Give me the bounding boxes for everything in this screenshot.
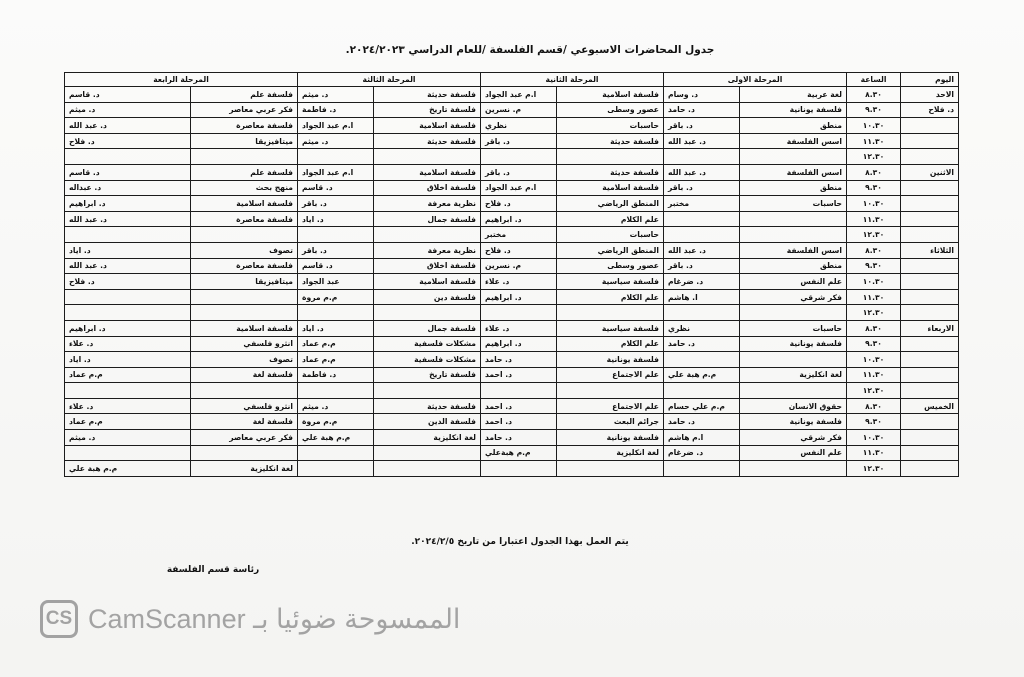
subject-cell: فلسفة حديثة: [557, 133, 664, 149]
teacher-cell: د. ابراهيم: [481, 289, 557, 305]
subject-cell: [374, 305, 481, 321]
subject-cell: [740, 211, 847, 227]
time-cell: ١١.٣٠: [847, 289, 901, 305]
schedule-row: [65, 87, 959, 103]
subject-cell: [740, 227, 847, 243]
subject-cell: فلسفة علم: [191, 164, 298, 180]
teacher-cell: د. اياد: [65, 242, 191, 258]
subject-cell: فلسفة علم: [191, 87, 298, 103]
subject-cell: فلسفة حديثة: [374, 87, 481, 103]
subject-cell: [374, 227, 481, 243]
day-cell: [901, 445, 959, 461]
schedule-row: [65, 320, 959, 336]
subject-cell: عصور وسطى: [557, 102, 664, 118]
camscanner-logo-icon: CS: [40, 600, 78, 638]
department-signature: رئاسة قسم الفلسفة: [166, 565, 260, 575]
subject-cell: [374, 445, 481, 461]
subject-cell: [740, 305, 847, 321]
subject-cell: [191, 149, 298, 165]
subject-cell: انثرو فلسفي: [191, 398, 298, 414]
teacher-cell: د. حامد: [664, 336, 740, 352]
subject-cell: انثرو فلسفي: [191, 336, 298, 352]
day-cell: [901, 227, 959, 243]
teacher-cell: د. ميثم: [65, 430, 191, 446]
time-cell: ٩.٣٠: [847, 336, 901, 352]
day-cell: الاحد: [901, 87, 959, 103]
teacher-cell: [664, 211, 740, 227]
time-cell: ٨.٣٠: [847, 242, 901, 258]
subject-cell: اسس الفلسفة: [740, 242, 847, 258]
teacher-cell: د. فلاح: [481, 242, 557, 258]
scanner-watermark: [40, 596, 460, 642]
header-row: [65, 73, 959, 87]
time-cell: ١٢.٣٠: [847, 461, 901, 477]
teacher-cell: [481, 461, 557, 477]
subject-cell: [191, 227, 298, 243]
teacher-cell: م.م مروة: [298, 414, 374, 430]
schedule-row: [65, 196, 959, 212]
teacher-cell: د. ابراهيم: [481, 336, 557, 352]
time-cell: ١١.٣٠: [847, 211, 901, 227]
subject-cell: [557, 461, 664, 477]
teacher-cell: د. عبداله: [65, 180, 191, 196]
schedule-row: [65, 133, 959, 149]
watermark-text: CamScanner الممسوحة ضوئيا بـ: [88, 603, 461, 634]
day-cell: [901, 461, 959, 477]
subject-cell: [191, 289, 298, 305]
subject-cell: لغة انكليزية: [191, 461, 298, 477]
subject-cell: فلسفة اسلامية: [374, 164, 481, 180]
teacher-cell: عبد الجواد: [298, 274, 374, 290]
subject-cell: [557, 149, 664, 165]
schedule-row: [65, 164, 959, 180]
time-cell: ٩.٣٠: [847, 102, 901, 118]
subject-cell: فلسفة اخلاق: [374, 180, 481, 196]
teacher-cell: د. حامد: [481, 430, 557, 446]
subject-cell: فلسفة اسلامية: [557, 87, 664, 103]
schedule-row: [65, 398, 959, 414]
teacher-cell: د. فاطمة: [298, 367, 374, 383]
schedule-row: [65, 430, 959, 446]
teacher-cell: [65, 289, 191, 305]
subject-cell: علم الاجتماع: [557, 367, 664, 383]
teacher-cell: ا.م عبد الجواد: [481, 87, 557, 103]
teacher-cell: د. فلاح: [481, 196, 557, 212]
day-cell: د. فلاح: [901, 102, 959, 118]
teacher-cell: [65, 305, 191, 321]
teacher-cell: د. ميثم: [298, 133, 374, 149]
time-cell: ١٠.٣٠: [847, 118, 901, 134]
document-title: جدول المحاضرات الاسبوعي /قسم الفلسفة /للعام الدراسي ٢٠٢٤/٢٠٢٣.: [345, 44, 715, 56]
day-cell: [901, 133, 959, 149]
subject-cell: فلسفة لغة: [191, 367, 298, 383]
subject-cell: [374, 461, 481, 477]
subject-cell: فلسفة اخلاق: [374, 258, 481, 274]
day-cell: [901, 289, 959, 305]
teacher-cell: م.م مروة: [298, 289, 374, 305]
teacher-cell: [298, 227, 374, 243]
time-cell: ١١.٣٠: [847, 133, 901, 149]
schedule-row: [65, 367, 959, 383]
teacher-cell: د. فلاح: [65, 133, 191, 149]
teacher-cell: م.م عماد: [298, 352, 374, 368]
subject-cell: منهج بحث: [191, 180, 298, 196]
teacher-cell: د. باقر: [664, 118, 740, 134]
teacher-cell: د. ميثم: [298, 87, 374, 103]
subject-cell: حاسبات: [557, 227, 664, 243]
teacher-cell: مختبر: [481, 227, 557, 243]
teacher-cell: د. ابراهيم: [481, 211, 557, 227]
schedule-row: [65, 352, 959, 368]
teacher-cell: د. علاء: [481, 274, 557, 290]
teacher-cell: د. عبد الله: [65, 258, 191, 274]
day-cell: الثلاثاء: [901, 242, 959, 258]
subject-cell: فلسفة لغة: [191, 414, 298, 430]
teacher-cell: م.م هبة علي: [298, 430, 374, 446]
subject-cell: ميتافيزيقا: [191, 133, 298, 149]
teacher-cell: د. باقر: [481, 164, 557, 180]
teacher-cell: [65, 149, 191, 165]
subject-cell: فلسفة معاصرة: [191, 118, 298, 134]
subject-cell: فكر عربي معاصر: [191, 430, 298, 446]
header-time: الساعة: [847, 73, 901, 87]
subject-cell: منطق: [740, 258, 847, 274]
schedule-row: [65, 445, 959, 461]
subject-cell: فكر شرقي: [740, 430, 847, 446]
teacher-cell: د. باقر: [481, 133, 557, 149]
subject-cell: فلسفة تاريخ: [374, 367, 481, 383]
subject-cell: فلسفة حديثة: [557, 164, 664, 180]
subject-cell: [191, 383, 298, 399]
teacher-cell: [65, 227, 191, 243]
subject-cell: [191, 305, 298, 321]
teacher-cell: [481, 149, 557, 165]
teacher-cell: د. علاء: [481, 320, 557, 336]
time-cell: ٨.٣٠: [847, 164, 901, 180]
subject-cell: [740, 383, 847, 399]
time-cell: ٨.٣٠: [847, 320, 901, 336]
time-cell: ١٠.٣٠: [847, 430, 901, 446]
day-cell: الاربعاء: [901, 320, 959, 336]
day-cell: [901, 414, 959, 430]
schedule-row: [65, 414, 959, 430]
subject-cell: فلسفة يونانية: [557, 430, 664, 446]
teacher-cell: ا. هاشم: [664, 289, 740, 305]
time-cell: ١٠.٣٠: [847, 274, 901, 290]
teacher-cell: م.م عماد: [298, 336, 374, 352]
subject-cell: فلسفة يونانية: [557, 352, 664, 368]
subject-cell: فلسفة جمال: [374, 320, 481, 336]
subject-cell: عصور وسطى: [557, 258, 664, 274]
teacher-cell: د. قاسم: [65, 164, 191, 180]
subject-cell: فلسفة اسلامية: [191, 196, 298, 212]
subject-cell: حقوق الانسان: [740, 398, 847, 414]
subject-cell: [374, 149, 481, 165]
subject-cell: علم الكلام: [557, 336, 664, 352]
teacher-cell: نظري: [664, 320, 740, 336]
subject-cell: منطق: [740, 180, 847, 196]
teacher-cell: [65, 445, 191, 461]
day-cell: الخميس: [901, 398, 959, 414]
time-cell: ١٠.٣٠: [847, 352, 901, 368]
subject-cell: اسس الفلسفة: [740, 164, 847, 180]
teacher-cell: د. ضرغام: [664, 445, 740, 461]
day-cell: [901, 196, 959, 212]
subject-cell: [740, 352, 847, 368]
subject-cell: مشكلات فلسفية: [374, 336, 481, 352]
subject-cell: لغة انكليزية: [557, 445, 664, 461]
day-cell: [901, 383, 959, 399]
teacher-cell: د. باقر: [664, 258, 740, 274]
subject-cell: فلسفة جمال: [374, 211, 481, 227]
header-stage-3: المرحلة الثالثة: [298, 73, 481, 87]
time-cell: ١٢.٣٠: [847, 227, 901, 243]
teacher-cell: د. ابراهيم: [65, 320, 191, 336]
teacher-cell: د. عبد الله: [65, 211, 191, 227]
schedule-row: [65, 180, 959, 196]
teacher-cell: د. فاطمة: [298, 102, 374, 118]
subject-cell: نظرية معرفة: [374, 242, 481, 258]
subject-cell: علم الكلام: [557, 211, 664, 227]
time-cell: ١١.٣٠: [847, 367, 901, 383]
subject-cell: فلسفة الدين: [374, 414, 481, 430]
teacher-cell: ا.م عبد الجواد: [298, 118, 374, 134]
subject-cell: فكر شرقي: [740, 289, 847, 305]
teacher-cell: [298, 383, 374, 399]
time-cell: ١٢.٣٠: [847, 383, 901, 399]
effective-date-note: يتم العمل بهذا الجدول اعتبارا من تاريخ ٢٠٢٤/٢/٥.: [411, 537, 629, 547]
subject-cell: فلسفة يونانية: [740, 336, 847, 352]
subject-cell: جرائم البعث: [557, 414, 664, 430]
teacher-cell: د. وسام: [664, 87, 740, 103]
day-cell: [901, 149, 959, 165]
teacher-cell: د. اياد: [298, 211, 374, 227]
teacher-cell: د. احمد: [481, 367, 557, 383]
teacher-cell: [664, 149, 740, 165]
teacher-cell: [298, 461, 374, 477]
teacher-cell: [298, 445, 374, 461]
teacher-cell: [664, 352, 740, 368]
day-cell: [901, 367, 959, 383]
day-cell: [901, 274, 959, 290]
subject-cell: [740, 149, 847, 165]
subject-cell: فلسفة اسلامية: [557, 180, 664, 196]
schedule-row: [65, 383, 959, 399]
subject-cell: حاسبات: [740, 196, 847, 212]
schedule-row: [65, 227, 959, 243]
teacher-cell: ا.م هاشم: [664, 430, 740, 446]
teacher-cell: م.م عماد: [65, 414, 191, 430]
subject-cell: فلسفة تاريخ: [374, 102, 481, 118]
teacher-cell: [664, 227, 740, 243]
time-cell: ١٠.٣٠: [847, 196, 901, 212]
subject-cell: فلسفة اسلامية: [191, 320, 298, 336]
schedule-row: [65, 305, 959, 321]
teacher-cell: [664, 461, 740, 477]
teacher-cell: د. علاء: [65, 398, 191, 414]
teacher-cell: د. قاسم: [298, 258, 374, 274]
time-cell: ٨.٣٠: [847, 87, 901, 103]
day-cell: [901, 118, 959, 134]
teacher-cell: م.م هبة علي: [664, 367, 740, 383]
schedule-row: [65, 461, 959, 477]
teacher-cell: د. احمد: [481, 414, 557, 430]
time-cell: ٩.٣٠: [847, 414, 901, 430]
day-cell: [901, 305, 959, 321]
header-stage-1: المرحلة الاولى: [664, 73, 847, 87]
teacher-cell: نظري: [481, 118, 557, 134]
teacher-cell: د. احمد: [481, 398, 557, 414]
subject-cell: [374, 383, 481, 399]
subject-cell: فلسفة سياسية: [557, 320, 664, 336]
teacher-cell: د. قاسم: [298, 180, 374, 196]
subject-cell: نظرية معرفة: [374, 196, 481, 212]
teacher-cell: [298, 149, 374, 165]
teacher-cell: ا.م عبد الجواد: [481, 180, 557, 196]
teacher-cell: د. ابراهيم: [65, 196, 191, 212]
schedule-row: [65, 211, 959, 227]
day-cell: [901, 352, 959, 368]
teacher-cell: م.م هبة علي: [65, 461, 191, 477]
subject-cell: فلسفة حديثة: [374, 133, 481, 149]
time-cell: ٩.٣٠: [847, 180, 901, 196]
subject-cell: منطق: [740, 118, 847, 134]
time-cell: ١٢.٣٠: [847, 149, 901, 165]
teacher-cell: د. عبد الله: [65, 118, 191, 134]
teacher-cell: د. عبد الله: [664, 164, 740, 180]
schedule-row: [65, 102, 959, 118]
subject-cell: مشكلات فلسفية: [374, 352, 481, 368]
teacher-cell: م.م هبةعلي: [481, 445, 557, 461]
time-cell: ١١.٣٠: [847, 445, 901, 461]
subject-cell: ميتافيزيقا: [191, 274, 298, 290]
teacher-cell: د. باقر: [298, 242, 374, 258]
subject-cell: فلسفة حديثة: [374, 398, 481, 414]
teacher-cell: [481, 383, 557, 399]
subject-cell: فلسفة دين: [374, 289, 481, 305]
time-cell: ١٢.٣٠: [847, 305, 901, 321]
teacher-cell: د. حامد: [664, 102, 740, 118]
teacher-cell: [664, 305, 740, 321]
header-stage-4: المرحلة الرابعة: [65, 73, 298, 87]
teacher-cell: د. قاسم: [65, 87, 191, 103]
schedule-row: [65, 242, 959, 258]
header-stage-2: المرحلة الثانية: [481, 73, 664, 87]
teacher-cell: د. باقر: [298, 196, 374, 212]
subject-cell: فلسفة يونانية: [740, 102, 847, 118]
subject-cell: فكر عربي معاصر: [191, 102, 298, 118]
day-cell: [901, 430, 959, 446]
teacher-cell: [298, 305, 374, 321]
subject-cell: فلسفة معاصرة: [191, 211, 298, 227]
subject-cell: [557, 305, 664, 321]
subject-cell: فلسفة اسلامية: [374, 118, 481, 134]
subject-cell: فلسفة اسلامية: [374, 274, 481, 290]
subject-cell: حاسبات: [557, 118, 664, 134]
subject-cell: المنطق الرياضي: [557, 242, 664, 258]
teacher-cell: د. حامد: [481, 352, 557, 368]
teacher-cell: [664, 383, 740, 399]
subject-cell: علم النفس: [740, 445, 847, 461]
subject-cell: اسس الفلسفة: [740, 133, 847, 149]
teacher-cell: [481, 305, 557, 321]
subject-cell: فلسفة معاصرة: [191, 258, 298, 274]
subject-cell: تصوف: [191, 352, 298, 368]
schedule-row: [65, 118, 959, 134]
header-day: اليوم: [901, 73, 959, 87]
subject-cell: [740, 461, 847, 477]
day-cell: [901, 211, 959, 227]
weekly-schedule-table: [64, 72, 959, 477]
teacher-cell: م.م عماد: [65, 367, 191, 383]
teacher-cell: ا.م عبد الجواد: [298, 164, 374, 180]
day-cell: [901, 336, 959, 352]
teacher-cell: د. عبد الله: [664, 242, 740, 258]
subject-cell: علم النفس: [740, 274, 847, 290]
teacher-cell: د. حامد: [664, 414, 740, 430]
teacher-cell: د. ميثم: [65, 102, 191, 118]
day-cell: [901, 258, 959, 274]
teacher-cell: د. فلاح: [65, 274, 191, 290]
teacher-cell: م.م علي حسام: [664, 398, 740, 414]
subject-cell: المنطق الرياضي: [557, 196, 664, 212]
subject-cell: لغة عربية: [740, 87, 847, 103]
teacher-cell: م. نسرين: [481, 102, 557, 118]
day-cell: الاثنين: [901, 164, 959, 180]
teacher-cell: [65, 383, 191, 399]
subject-cell: علم الاجتماع: [557, 398, 664, 414]
schedule-row: [65, 258, 959, 274]
day-cell: [901, 180, 959, 196]
subject-cell: حاسبات: [740, 320, 847, 336]
subject-cell: لغة انكليزية: [374, 430, 481, 446]
teacher-cell: د. عبد الله: [664, 133, 740, 149]
subject-cell: لغة انكليزية: [740, 367, 847, 383]
schedule-row: [65, 149, 959, 165]
time-cell: ٩.٣٠: [847, 258, 901, 274]
schedule-row: [65, 274, 959, 290]
teacher-cell: د. اياد: [298, 320, 374, 336]
teacher-cell: د. علاء: [65, 336, 191, 352]
subject-cell: فلسفة يونانية: [740, 414, 847, 430]
teacher-cell: د. ميثم: [298, 398, 374, 414]
subject-cell: علم الكلام: [557, 289, 664, 305]
subject-cell: [191, 445, 298, 461]
teacher-cell: د. باقر: [664, 180, 740, 196]
subject-cell: [557, 383, 664, 399]
schedule-row: [65, 336, 959, 352]
teacher-cell: م. نسرين: [481, 258, 557, 274]
teacher-cell: د. ضرغام: [664, 274, 740, 290]
subject-cell: فلسفة سياسية: [557, 274, 664, 290]
teacher-cell: مختبر: [664, 196, 740, 212]
subject-cell: تصوف: [191, 242, 298, 258]
teacher-cell: د. اياد: [65, 352, 191, 368]
time-cell: ٨.٣٠: [847, 398, 901, 414]
schedule-row: [65, 289, 959, 305]
